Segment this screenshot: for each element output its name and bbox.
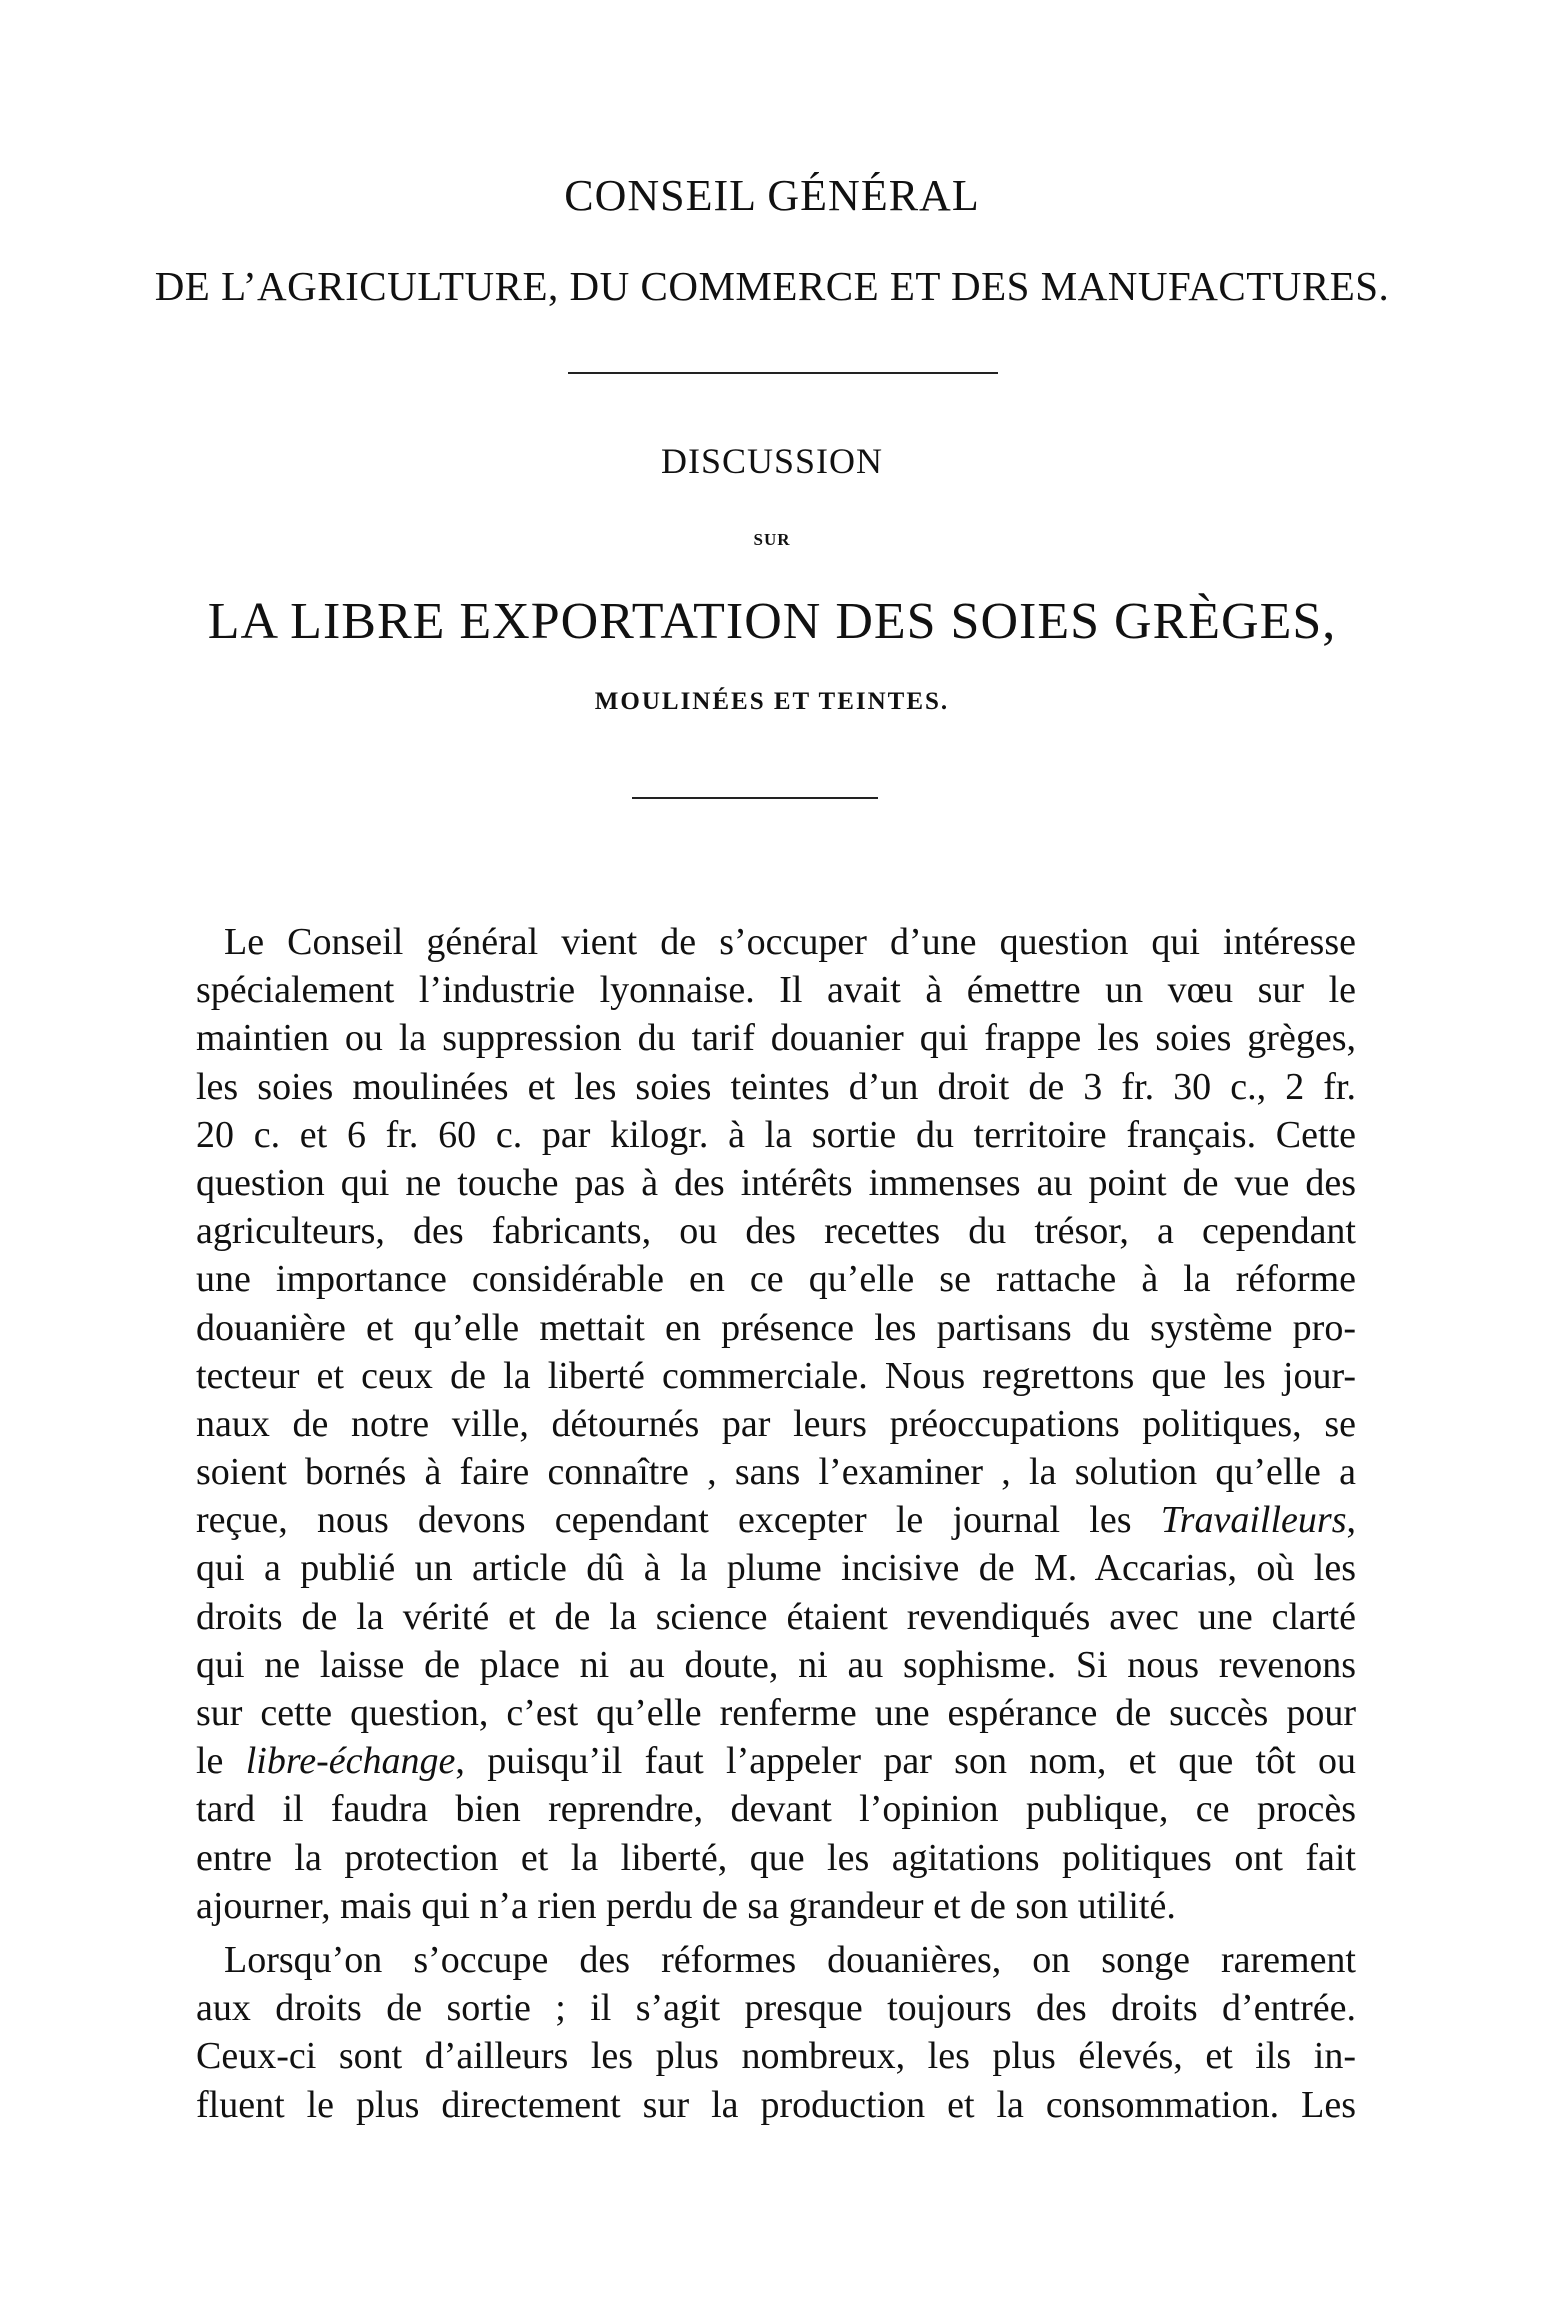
heading-sur: SUR	[753, 530, 791, 549]
text-line: naux de notre ville, détournés par leurs préoccupations politiques, se	[196, 1402, 1356, 1445]
text-line: droits de la vérité et de la science étaient revendiqués avec une clarté	[196, 1595, 1356, 1638]
body-text	[196, 918, 1356, 2129]
text-line	[196, 1737, 1356, 1785]
text-line: tecteur et ceux de la liberté commerciale. Nous regrettons que les jour-	[196, 1354, 1356, 1397]
italic-libre-echange: libre-échange	[245, 1740, 456, 1783]
heading-conseil-general: CONSEIL GÉNÉRAL	[564, 171, 980, 220]
heading-title: LA LIBRE EXPORTATION DES SOIES GRÈGES,	[207, 593, 1337, 650]
paragraph-2	[196, 1936, 1356, 2129]
text-line: spécialement l’industrie lyonnaise. Il avait à émettre un vœu sur le	[196, 969, 1356, 1012]
text-line: qui ne laisse de place ni au doute, ni au sophisme. Si nous revenons	[196, 1643, 1356, 1686]
text-line: aux droits de sortie ; il s’agit presque toujours des droits d’entrée.	[196, 1987, 1356, 2030]
heading-subtitle: DE L’AGRICULTURE, DU COMMERCE ET DES MANUFACTURES.	[154, 263, 1390, 309]
text-line: question qui ne touche pas à des intérêts immenses au point de vue des	[196, 1161, 1356, 1204]
heading-discussion: DISCUSSION	[660, 441, 884, 481]
text-line: agriculteurs, des fabricants, ou des recettes du trésor, a cependant	[196, 1210, 1356, 1253]
text-line: maintien ou la suppression du tarif douanier qui frappe les soies grèges,	[196, 1017, 1356, 1060]
text-line: les soies moulinées et les soies teintes d’un droit de 3 fr. 30 c., 2 fr.	[196, 1065, 1356, 1108]
text-line	[196, 1496, 1356, 1544]
text-line: douanière et qu’elle mettait en présence les partisans du système pro-	[196, 1306, 1356, 1349]
text-segment: , puisqu’il faut l’appeler par son nom, et que tôt ou	[455, 1740, 1356, 1783]
text-segment: le	[196, 1740, 246, 1783]
text-line: Le Conseil général vient de s’occuper d’une question qui intéresse	[224, 921, 1356, 963]
italic-travailleurs: Travailleurs	[1160, 1499, 1347, 1542]
text-line: sur cette question, c’est qu’elle renferme une espérance de succès pour	[196, 1692, 1356, 1734]
text-line: Lorsqu’on s’occupe des réformes douanières, on songe rarement	[224, 1938, 1356, 1981]
text-line: Ceux-ci sont d’ailleurs les plus nombreux, les plus élevés, et ils in-	[196, 2035, 1356, 2078]
text-line: qui a publié un article dû à la plume incisive de M. Accarias, où les	[196, 1547, 1356, 1590]
text-line: entre la protection et la liberté, que les agitations politiques ont fait	[196, 1836, 1356, 1879]
heading-title-sub: MOULINÉES ET TEINTES.	[594, 688, 950, 715]
text-line: fluent le plus directement sur la production et la consommation. Les	[196, 2083, 1356, 2126]
divider-top	[568, 372, 998, 374]
divider-bottom	[632, 797, 878, 799]
text-line: ajourner, mais qui n’a rien perdu de sa grandeur et de son utilité.	[196, 1884, 1176, 1927]
paragraph-1	[196, 918, 1356, 1930]
text-line: tard il faudra bien reprendre, devant l’opinion publique, ce procès	[196, 1788, 1356, 1831]
text-segment: reçue, nous devons cependant excepter le journal les	[196, 1499, 1161, 1542]
text-line: 20 c. et 6 fr. 60 c. par kilogr. à la sortie du territoire français. Cette	[196, 1113, 1356, 1156]
text-line: une importance considérable en ce qu’elle se rattache à la réforme	[196, 1258, 1356, 1301]
text-line: soient bornés à faire connaître , sans l’examiner , la solution qu’elle a	[196, 1451, 1356, 1494]
comma: ,	[1346, 1499, 1356, 1542]
